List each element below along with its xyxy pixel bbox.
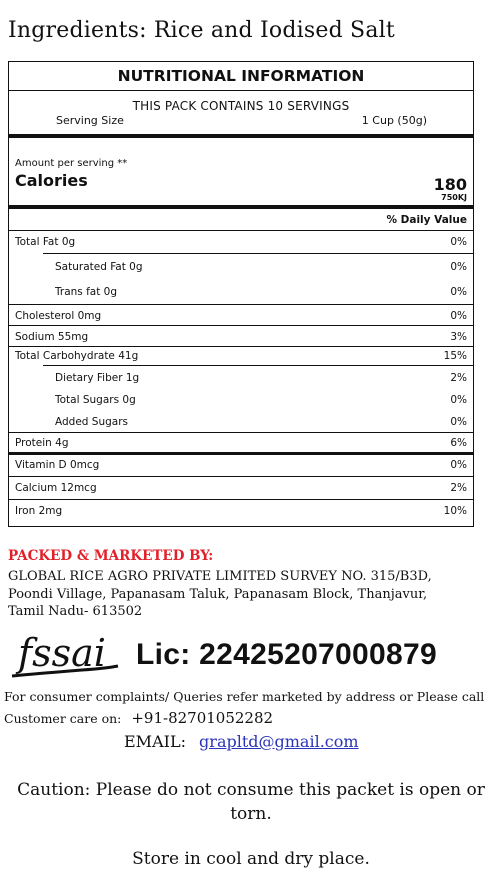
calories-kj: 750KJ: [441, 193, 467, 202]
nutrient-value: 0%: [450, 459, 467, 471]
address-line: GLOBAL RICE AGRO PRIVATE LIMITED SURVEY NO. 315/B3D,: [8, 569, 432, 584]
nutrient-row: [9, 455, 473, 476]
packed-heading: PACKED & MARKETED BY:: [8, 548, 214, 564]
nutrient-label: Total Sugars 0g: [55, 394, 136, 406]
calories-value: 180: [433, 175, 467, 194]
nutrient-label: Trans fat 0g: [55, 286, 118, 298]
serving-size-value: 1 Cup (50g): [361, 114, 427, 127]
email-link[interactable]: grapltd@gmail.com: [199, 732, 359, 751]
nutrient-label: Sodium 55mg: [15, 331, 89, 343]
nutrient-value: 0%: [450, 394, 467, 406]
nutrient-row: [9, 477, 473, 499]
nutrient-row: [9, 254, 473, 279]
caution-line: torn.: [230, 804, 272, 824]
nutrient-label: Dietary Fiber 1g: [55, 372, 140, 384]
nutrient-label: Total Carbohydrate 41g: [15, 350, 139, 362]
nutrient-row: [9, 433, 473, 452]
nutrient-label: Iron 2mg: [15, 505, 63, 517]
nutrient-value: 2%: [450, 482, 467, 494]
nutrient-label: Saturated Fat 0g: [55, 261, 143, 273]
nutrient-value: 0%: [450, 236, 467, 248]
amount-per-serving: Amount per serving **: [15, 158, 128, 169]
calories-values: [434, 175, 467, 205]
nutrient-value: 3%: [450, 331, 467, 343]
nutrient-value: 0%: [450, 310, 467, 322]
customer-care-label: Customer care on:: [4, 711, 122, 726]
nutrient-label: Calcium 12mcg: [15, 482, 97, 494]
panel-title: NUTRITIONAL INFORMATION: [9, 62, 473, 91]
nutrient-row: [9, 279, 473, 304]
nutrient-value: 0%: [450, 261, 467, 273]
caution-line: Caution: Please do not consume this packet is open or: [17, 780, 485, 800]
calories-label: Calories: [15, 171, 88, 190]
nutrient-row: [9, 366, 473, 388]
email-line: [124, 732, 359, 751]
nutrient-label: Total Fat 0g: [15, 236, 76, 248]
servings-per-pack: THIS PACK CONTAINS 10 SERVINGS: [132, 99, 350, 113]
nutrient-value: 6%: [450, 437, 467, 449]
manufacturer-address: [8, 568, 494, 621]
fssai-logo-text: fssai: [18, 631, 106, 675]
nutrient-row: [9, 347, 473, 365]
complaint-note: For consumer complaints/ Queries refer marketed by address or Please call: [4, 689, 485, 704]
ingredients-line: Ingredients: Rice and Iodised Salt: [8, 18, 395, 43]
address-line: Tamil Nadu- 613502: [8, 604, 143, 619]
nutrient-label: Added Sugars: [55, 416, 128, 428]
serving-size-row: [9, 113, 473, 134]
nutrient-row: [9, 326, 473, 346]
serving-size-label: Serving Size: [56, 114, 124, 127]
nutrient-row: [9, 305, 473, 325]
caution-note: [8, 778, 494, 826]
nutrient-row: [9, 500, 473, 522]
address-line: Poondi Village, Papanasam Taluk, Papanasam Block, Thanjavur,: [8, 586, 428, 602]
nutrient-label: Protein 4g: [15, 437, 69, 449]
nutrient-value: 0%: [450, 286, 467, 298]
fssai-logo-icon: [8, 630, 120, 678]
nutrient-row: [9, 231, 473, 253]
customer-care-phone: +91-82701052282: [131, 709, 274, 727]
storage-note: Store in cool and dry place.: [132, 849, 370, 869]
nutrient-row: [9, 410, 473, 432]
nutrient-row: [9, 388, 473, 410]
nutrient-value: 15%: [443, 350, 467, 362]
nutrition-facts-panel: [8, 61, 474, 527]
nutrient-value: 10%: [443, 505, 467, 517]
daily-value-header: % Daily Value: [386, 214, 467, 226]
nutrient-value: 0%: [450, 416, 467, 428]
email-label: EMAIL:: [124, 732, 186, 751]
customer-care: [4, 709, 273, 727]
nutrient-label: Cholesterol 0mg: [15, 310, 102, 322]
calories-row: [9, 169, 473, 205]
nutrient-label: Vitamin D 0mcg: [15, 459, 100, 471]
fssai-license: Lic: 22425207000879: [136, 638, 437, 671]
nutrient-value: 2%: [450, 372, 467, 384]
